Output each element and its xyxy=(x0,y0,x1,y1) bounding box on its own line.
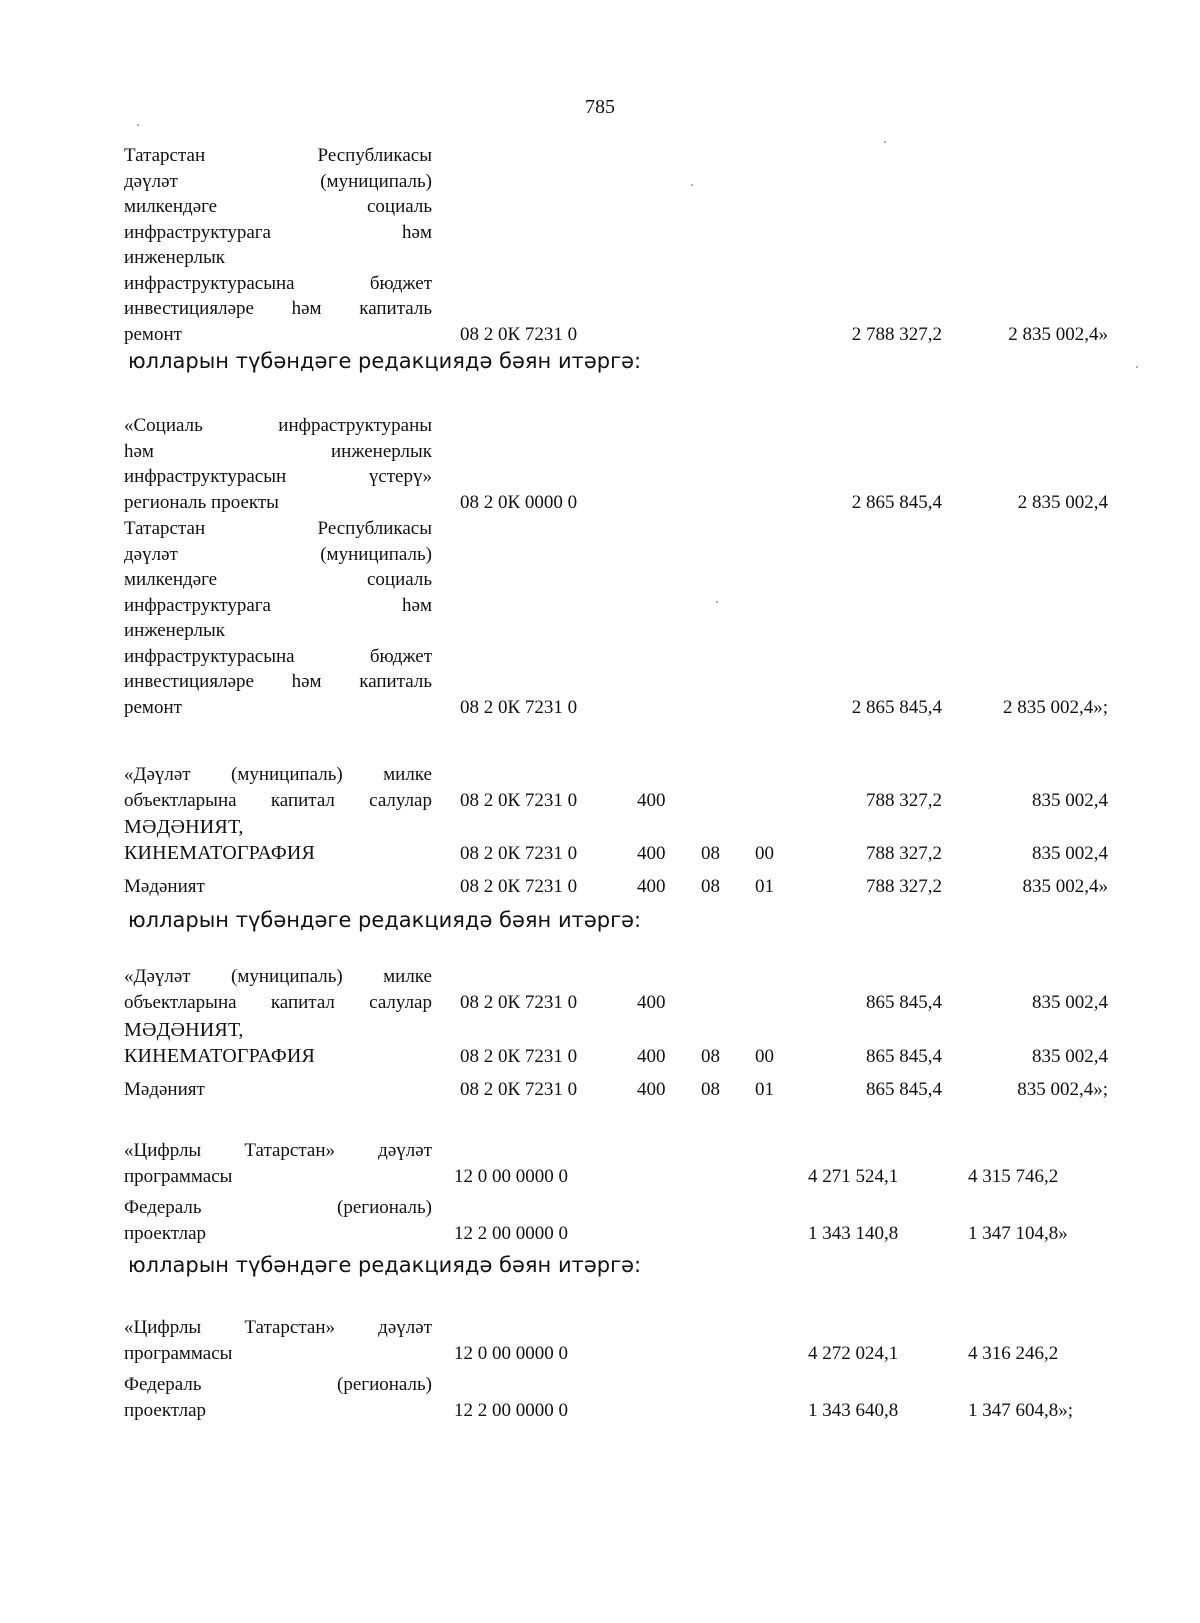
target-code: 12 0 00 0000 0 xyxy=(454,1342,568,1364)
amount-year-1: 865 845,4 xyxy=(866,1046,942,1067)
row-description xyxy=(124,1138,432,1189)
amount-year-2: 2 835 002,4 xyxy=(1017,491,1108,513)
amount-year-1: 4 271 524,1 xyxy=(808,1165,899,1187)
description-line: инфраструктурасын үстерү» xyxy=(124,466,432,487)
amount-year-2: 835 002,4 xyxy=(1032,1046,1108,1067)
section-code: 08 xyxy=(701,1079,720,1100)
description-line: милкендәге социаль xyxy=(124,196,432,217)
description-line: дәүләт (муниципаль) xyxy=(124,543,432,565)
amount-year-2: 835 002,4 xyxy=(1032,991,1108,1013)
description-line: Федераль (региональ) xyxy=(124,1197,432,1218)
description-line: МӘДӘНИЯТ, xyxy=(124,1019,244,1041)
row-description xyxy=(124,874,432,900)
description-line: «Дәүләт (муниципаль) милке xyxy=(124,764,432,785)
scan-speck xyxy=(691,184,693,186)
section-code: 08 xyxy=(701,1046,720,1067)
target-code: 08 2 0К 7231 0 xyxy=(460,696,578,718)
description-line: Мәдәният xyxy=(124,1079,205,1100)
row-description xyxy=(124,762,432,813)
description-line: программасы xyxy=(124,1342,233,1364)
description-line: дәүләт (муниципаль) xyxy=(124,170,432,192)
target-code: 08 2 0К 0000 0 xyxy=(460,491,578,513)
row-description xyxy=(124,1315,432,1366)
description-line: проектлар xyxy=(124,1399,207,1421)
description-line: инфраструктурага һәм xyxy=(124,594,432,616)
description-line: Татарстан Республикасы xyxy=(124,145,432,166)
description-line: инфраструктурасына бюджет xyxy=(124,272,432,294)
scan-speck xyxy=(1136,366,1138,368)
amount-year-2: 4 316 246,2 xyxy=(968,1342,1059,1364)
target-code: 08 2 0К 7231 0 xyxy=(460,876,578,897)
amount-year-1: 788 327,2 xyxy=(866,876,942,897)
expense-type: 400 xyxy=(637,876,666,897)
description-line: милкендәге социаль xyxy=(124,569,432,590)
description-line: объектларына капитал салулар xyxy=(124,789,432,811)
section-code: 08 xyxy=(701,876,720,897)
amount-year-1: 1 343 640,8 xyxy=(808,1399,899,1421)
description-line: инфраструктурасына бюджет xyxy=(124,645,432,667)
amount-year-1: 2 865 845,4 xyxy=(851,491,942,513)
amount-year-1: 788 327,2 xyxy=(866,789,942,811)
description-line: проектлар xyxy=(124,1222,207,1244)
target-code: 12 0 00 0000 0 xyxy=(454,1165,568,1187)
expense-type: 400 xyxy=(637,843,666,864)
target-code: 08 2 0К 7231 0 xyxy=(460,323,578,345)
amount-year-1: 1 343 140,8 xyxy=(808,1222,899,1244)
description-line: Мәдәният xyxy=(124,876,205,897)
expense-type: 400 xyxy=(637,789,666,811)
description-line: инвестицияләре һәм капиталь xyxy=(124,298,432,319)
amount-year-2: 1 347 604,8»; xyxy=(968,1399,1074,1421)
description-line: региональ проекты xyxy=(124,491,279,513)
section-code: 08 xyxy=(701,843,720,864)
scan-speck xyxy=(137,124,139,126)
amount-year-1: 2 865 845,4 xyxy=(851,696,942,718)
subsection-code: 00 xyxy=(755,1046,774,1067)
description-line: «Дәүләт (муниципаль) милке xyxy=(124,966,432,987)
row-description xyxy=(124,413,432,515)
description-line: Федераль (региональ) xyxy=(124,1374,432,1395)
description-line: инфраструктурага һәм xyxy=(124,221,432,243)
expense-type: 400 xyxy=(637,1046,666,1067)
description-line: «Цифрлы Татарстан» дәүләт xyxy=(124,1140,432,1161)
amount-year-1: 865 845,4 xyxy=(866,1079,942,1100)
page-number: 785 xyxy=(585,96,615,118)
subsection-code: 00 xyxy=(755,843,774,864)
description-line: КИНЕМАТОГРАФИЯ xyxy=(124,841,316,864)
row-description xyxy=(124,1372,432,1423)
scan-speck xyxy=(716,601,718,603)
row-description xyxy=(124,1077,432,1103)
target-code: 08 2 0К 7231 0 xyxy=(460,843,578,864)
amount-year-2: 2 835 002,4» xyxy=(1008,323,1108,345)
connector-phrase: юлларын түбәндәге редакциядә бәян итәргә: xyxy=(128,349,642,373)
description-line: МӘДӘНИЯТ, xyxy=(124,816,244,838)
description-line: инвестицияләре һәм капиталь xyxy=(124,671,432,692)
description-line: объектларына капитал салулар xyxy=(124,991,432,1013)
scan-speck xyxy=(884,141,886,143)
amount-year-2: 2 835 002,4»; xyxy=(1002,696,1108,718)
target-code: 12 2 00 0000 0 xyxy=(454,1399,568,1421)
row-description xyxy=(124,1018,432,1069)
target-code: 08 2 0К 7231 0 xyxy=(460,789,578,811)
amount-year-2: 835 002,4»; xyxy=(1017,1079,1108,1100)
target-code: 12 2 00 0000 0 xyxy=(454,1222,568,1244)
description-line: «Социаль инфраструктураны xyxy=(124,415,432,436)
row-description xyxy=(124,143,432,347)
expense-type: 400 xyxy=(637,991,666,1013)
connector-phrase: юлларын түбәндәге редакциядә бәян итәргә: xyxy=(128,1253,642,1277)
description-line: ремонт xyxy=(124,696,182,718)
description-line: КИНЕМАТОГРАФИЯ xyxy=(124,1044,316,1067)
description-line: һәм инженерлык xyxy=(124,440,432,462)
description-line: инженерлык xyxy=(124,247,225,268)
description-line: «Цифрлы Татарстан» дәүләт xyxy=(124,1317,432,1338)
amount-year-1: 788 327,2 xyxy=(866,843,942,864)
subsection-code: 01 xyxy=(755,1079,774,1100)
row-description xyxy=(124,815,432,866)
amount-year-1: 2 788 327,2 xyxy=(851,323,942,345)
target-code: 08 2 0К 7231 0 xyxy=(460,1046,578,1067)
target-code: 08 2 0К 7231 0 xyxy=(460,991,578,1013)
expense-type: 400 xyxy=(637,1079,666,1100)
row-description xyxy=(124,1195,432,1246)
amount-year-1: 865 845,4 xyxy=(866,991,942,1013)
description-line: программасы xyxy=(124,1165,233,1187)
amount-year-2: 4 315 746,2 xyxy=(968,1165,1059,1187)
amount-year-2: 835 002,4 xyxy=(1032,843,1108,864)
description-line: инженерлык xyxy=(124,620,225,641)
amount-year-1: 4 272 024,1 xyxy=(808,1342,899,1364)
description-line: ремонт xyxy=(124,323,182,345)
subsection-code: 01 xyxy=(755,876,774,897)
connector-phrase: юлларын түбәндәге редакциядә бәян итәргә: xyxy=(128,908,642,932)
amount-year-2: 1 347 104,8» xyxy=(968,1222,1068,1244)
amount-year-2: 835 002,4» xyxy=(1022,876,1108,897)
description-line: Татарстан Республикасы xyxy=(124,518,432,539)
amount-year-2: 835 002,4 xyxy=(1032,789,1108,811)
target-code: 08 2 0К 7231 0 xyxy=(460,1079,578,1100)
row-description xyxy=(124,516,432,720)
row-description xyxy=(124,964,432,1015)
